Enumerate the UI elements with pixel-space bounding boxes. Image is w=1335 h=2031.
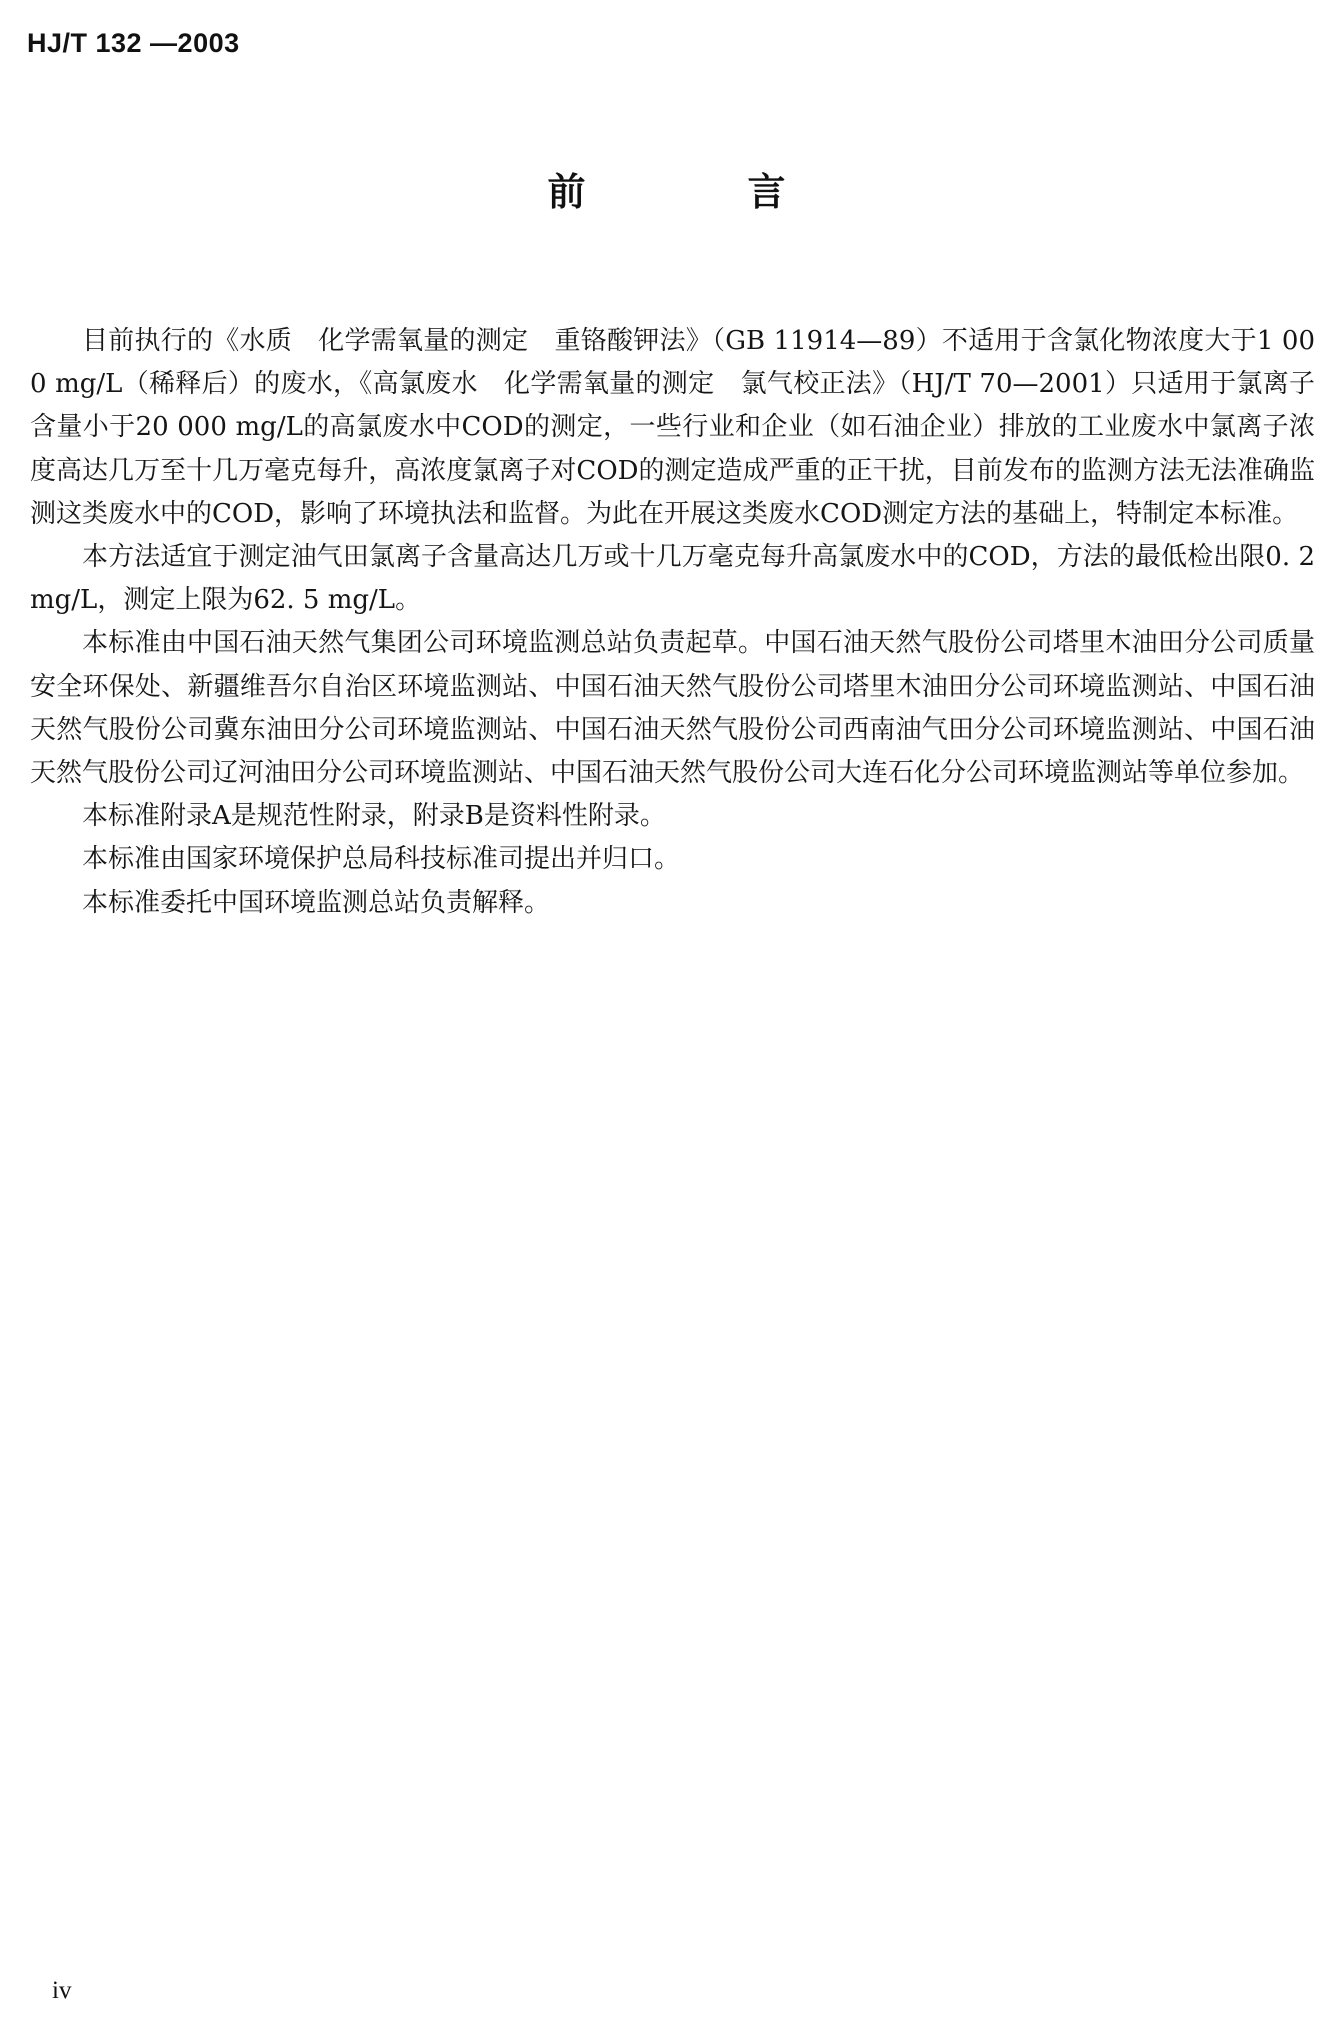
paragraph-interpretation: 本标准委托中国环境监测总站负责解释。	[82, 887, 551, 918]
foreword-body	[30, 320, 1315, 925]
page-header	[27, 26, 240, 60]
standard-code: HJ/T 132 —2003	[27, 28, 240, 58]
paragraph-drafters: 本标准由中国石油天然气集团公司环境监测总站负责起草。中国石油天然气股份公司塔里木油田分公司质量安全环保处、新疆维吾尔自治区环境监测站、中国石油天然气股份公司塔里木油田分公司环境监测站、中国石油天然气股份公司冀东油田分公司环境监测站、中国石油天然气股份公司西南油气田分公司环境监测站、中国石油天然气股份公司辽河油田分公司环境监测站、中国石油天然气股份公司大连石化分公司环境监测站等单位参加。	[30, 628, 1315, 789]
paragraph-background: 目前执行的《水质 化学需氧量的测定 重铬酸钾法》（GB 11914—89）不适用于含氯化物浓度大于1 000 mg/L（稀释后）的废水，《高氯废水 化学需氧量的测定 氯气校正法》（HJ/T 70—2001）只适用于氯离子含量小于20 000 mg/L的高氯废水中COD的测定，一些行业和企业（如石油企业）排放的工业废水中氯离子浓度高达几万至十几万毫克每升，高浓度氯离子对COD的测定造成严重的正干扰，目前发布的监测方法无法准确监测这类废水中的COD，影响了环境执法和监督。为此在开展这类废水COD测定方法的基础上，特制定本标准。	[30, 326, 1315, 529]
page-number: iv	[52, 1977, 72, 2004]
paragraph-scope: 本方法适宜于测定油气田氯离子含量高达几万或十几万毫克每升高氯废水中的COD，方法的最低检出限0. 2 mg/L，测定上限为62. 5 mg/L。	[30, 542, 1315, 616]
page-title: 前 言	[547, 170, 788, 214]
paragraph-appendix: 本标准附录A是规范性附录，附录B是资料性附录。	[82, 801, 666, 832]
paragraph-proposer: 本标准由国家环境保护总局科技标准司提出并归口。	[82, 844, 681, 875]
